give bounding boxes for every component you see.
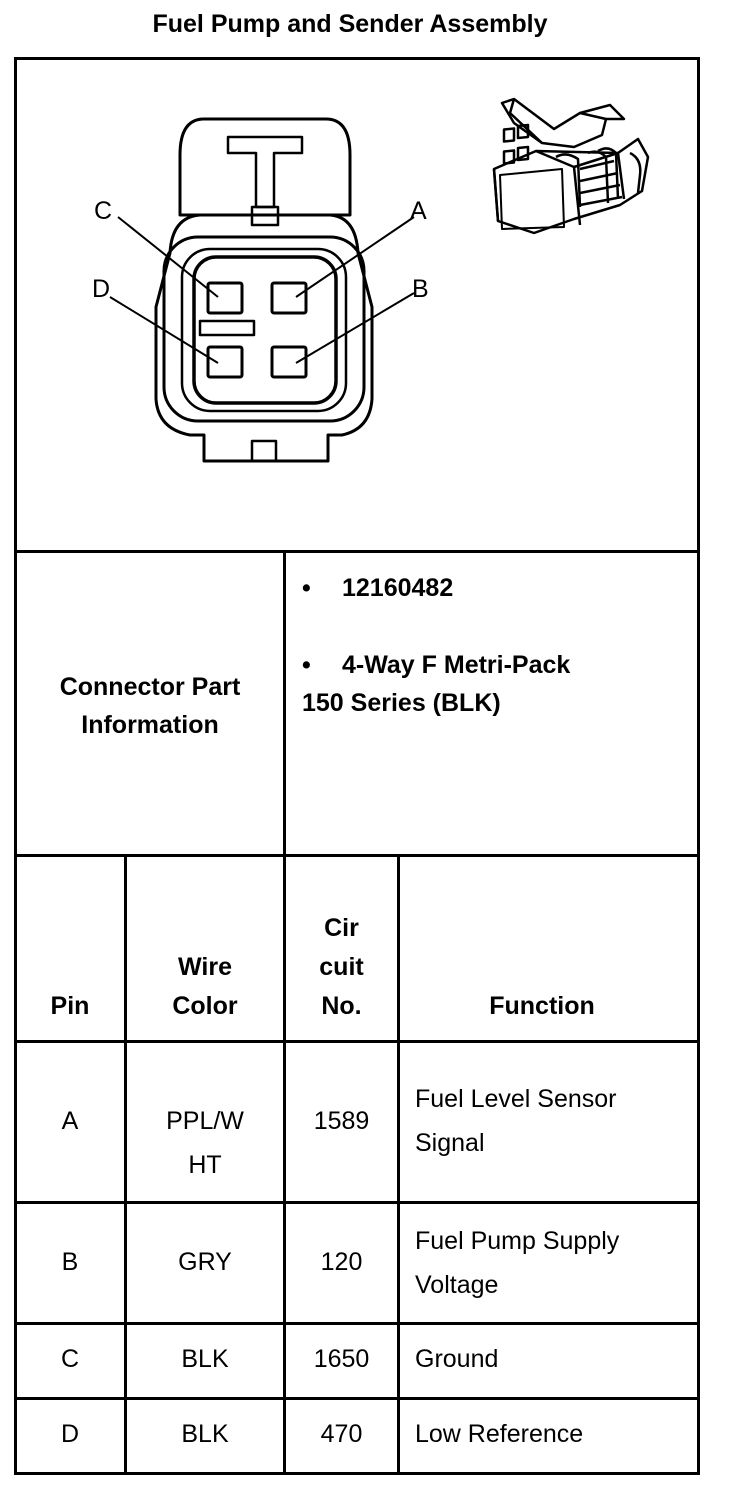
divider [397,854,400,1475]
bullet: • [302,574,311,602]
bullet: • [302,651,311,679]
pin-cavity-a [272,283,306,313]
leader-line-b [296,293,414,363]
table-cell-circuit: 470 [320,1420,363,1448]
table-cell-function: Fuel Pump Supply Voltage [415,1227,620,1299]
divider [14,1040,700,1043]
pin-label-c: C [94,197,113,225]
divider [14,854,700,857]
table-cell-pin: B [61,1248,79,1276]
divider [14,1397,700,1400]
connector-description: • 4-Way F Metri-Pack 150 Series (BLK) [302,646,570,722]
table-cell-pin: A [61,1107,79,1135]
lock-tab [180,119,350,215]
table-cell-circuit: 120 [320,1248,363,1276]
table-cell-function: Ground [415,1345,499,1373]
divider [14,550,700,553]
table-cell-pin: C [60,1345,80,1373]
table-cell-function: Fuel Level Sensor Signal [415,1085,617,1157]
page-title: Fuel Pump and Sender Assembly [152,10,548,38]
header-circuit-no: Cir cuit No. [319,914,364,1020]
table-cell-wire-color: BLK [181,1345,229,1373]
table-cell-pin: D [60,1420,80,1448]
connector-isometric-illustration [494,99,648,233]
divider [14,1201,700,1204]
pin-cavity-d [208,347,242,377]
table-cell-wire-color: BLK [181,1420,229,1448]
table-cell-circuit: 1650 [313,1345,370,1373]
pin-cavity-c [208,283,242,313]
connector-part-info-label: Connector Part Information [59,673,241,739]
connector-face-diagram [14,57,700,550]
pin-label-d: D [92,275,111,303]
table-cell-wire-color: PPL/W HT [166,1107,244,1179]
pin-label-b: B [412,275,429,303]
header-pin: Pin [50,992,90,1020]
table-cell-wire-color: GRY [178,1248,232,1276]
polarizing-key [200,321,254,335]
table-cell-circuit: 1589 [313,1107,370,1135]
header-function: Function [489,992,595,1020]
part-number: • 12160482 [302,569,453,607]
table-cell-function: Low Reference [415,1420,584,1448]
header-wire-color: Wire Color [172,953,238,1020]
leader-line-c [118,217,218,297]
pin-label-a: A [410,197,427,225]
pin-cavity-b [272,347,306,377]
divider [14,1322,700,1325]
seal-ring-inner [194,257,336,403]
